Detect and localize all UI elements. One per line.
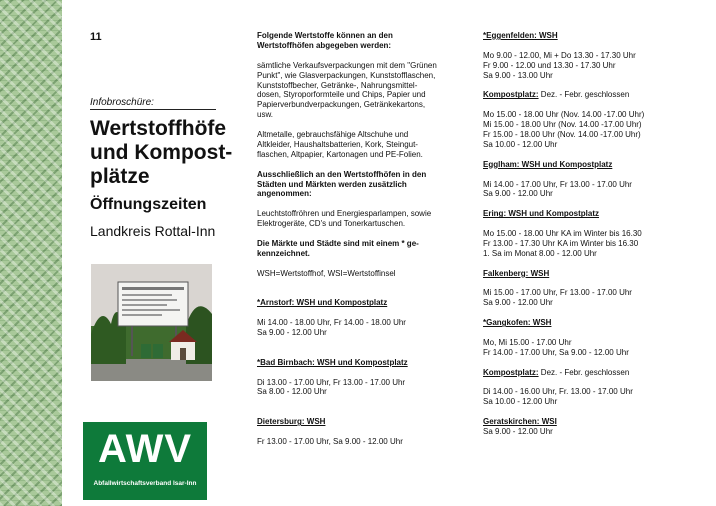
hours-line: Di 13.00 - 17.00 Uhr, Fr 13.00 - 17.00 Uhr xyxy=(257,377,406,387)
site-heading-eggenfelden: *Eggenfelden: WSH xyxy=(483,31,558,40)
hours-line: Sa 9.00 - 12.00 Uhr xyxy=(483,298,553,308)
hours-line: Sa 9.00 - 13.00 Uhr xyxy=(483,70,553,80)
site-heading-arnstorf: *Arnstorf: WSH und Kompostplatz xyxy=(257,298,388,308)
intro-line-1: Folgende Wertstoffe können an den xyxy=(257,31,393,40)
hours-line: Sa 9.00 - 12.00 Uhr xyxy=(483,427,553,437)
exclusive-heading-line: angenommen: xyxy=(257,189,312,199)
hours-line: Sa 8.00 - 12.00 Uhr xyxy=(257,387,327,397)
intro-line-2: Wertstoffhöfen abgegeben werden: xyxy=(257,40,392,50)
hours-line: Sa 9.00 - 12.00 Uhr xyxy=(257,328,327,338)
packaging-line: Papierverbundverpackungen, Getränkekartons, xyxy=(257,100,426,110)
site-heading-gangkofen: *Gangkofen: WSH xyxy=(483,318,552,328)
packaging-line: Kunststoffbecher, Getränke-, Nahrungsmittel- xyxy=(257,80,418,90)
logo-subtext: Abfallwirtschaftsverband Isar-Inn xyxy=(93,480,197,487)
hours-line: Mo, Mi 15.00 - 17.00 Uhr xyxy=(483,337,572,347)
hours-line: Fr 14.00 - 17.00 Uhr, Sa 9.00 - 12.00 Uhr xyxy=(483,347,629,357)
lamps-line: Elektrogeräte, CD's und Tonerkartuschen. xyxy=(257,219,406,229)
metals-line: Altmetalle, gebrauchsfähige Altschuhe und xyxy=(257,130,409,140)
decorative-green-strip xyxy=(0,0,62,506)
site-heading-bad-birnbach: *Bad Birnbach: WSH und Kompostplatz xyxy=(257,357,408,367)
packaging-line: sämtliche Verkaufsverpackungen mit dem "Grünen xyxy=(257,60,437,70)
metals-line: flaschen, Altpapier, Kartonagen und PE-Folien. xyxy=(257,149,423,159)
metals-line: Altkleider, Haushaltsbatterien, Kork, Steingut- xyxy=(257,139,418,149)
brochure-label: Infobroschüre: xyxy=(90,97,216,110)
page-title xyxy=(90,117,250,189)
packaging-line: usw. xyxy=(257,110,274,120)
site-heading-ering: Ering: WSH und Kompostplatz xyxy=(483,209,599,219)
compost-heading xyxy=(483,368,693,378)
hours-line: Mo 9.00 - 12.00, Mi + Do 13.30 - 17.30 Uhr xyxy=(483,50,636,60)
hours-line: Fr 13.00 - 17.30 Uhr KA im Winter bis 16.30 xyxy=(483,238,639,248)
title-line-3: plätze xyxy=(90,165,150,188)
photo-illustration xyxy=(91,264,212,381)
accepted-materials-column xyxy=(257,31,457,447)
hours-line: 1. Sa im Monat 8.00 - 12.00 Uhr xyxy=(483,248,597,258)
hours-line: Mi 14.00 - 18.00 Uhr, Fr 14.00 - 18.00 Uhr xyxy=(257,318,406,328)
abbreviation-legend: WSH=Wertstoffhof, WSI=Wertstoffinsel xyxy=(257,268,396,278)
hours-line: Mo 15.00 - 18.00 Uhr KA im Winter bis 16.30 xyxy=(483,229,642,239)
hours-line: Mi 14.00 - 17.00 Uhr, Fr 13.00 - 17.00 Uhr xyxy=(483,179,632,189)
hours-line: Mo 15.00 - 18.00 Uhr (Nov. 14.00 -17.00 Uhr) xyxy=(483,110,645,120)
hours-line: Sa 10.00 - 12.00 Uhr xyxy=(483,397,558,407)
hours-line: Fr 15.00 - 18.00 Uhr (Nov. 14.00 -17.00 Uhr) xyxy=(483,130,641,140)
hours-line: Fr 9.00 - 12.00 und 13.30 - 17.30 Uhr xyxy=(483,60,616,70)
page-number: 11 xyxy=(90,31,102,43)
compost-label: Kompostplatz: xyxy=(483,367,539,377)
exclusive-heading-line: Städten und Märkten werden zusätzlich xyxy=(257,179,407,189)
lamps-line: Leuchtstoffröhren und Energiesparlampen, sowie xyxy=(257,209,432,219)
marked-note-line: Die Märkte und Städte sind mit einem * ge- xyxy=(257,238,419,248)
packaging-line: dosen, Styroporformteile und Chips, Papier und xyxy=(257,90,426,100)
exclusive-heading-line: Ausschließlich an den Wertstoffhöfen in den xyxy=(257,169,427,179)
site-heading-egglham: Egglham: WSH und Kompostplatz xyxy=(483,159,613,169)
recycling-site-photo xyxy=(91,264,212,381)
site-heading-geratskirchen: Geratskirchen: WSI xyxy=(483,417,557,427)
marked-note-line: kennzeichnet. xyxy=(257,248,310,258)
hours-line: Di 14.00 - 16.00 Uhr, Fr. 13.00 - 17.00 Uhr xyxy=(483,387,633,397)
hours-line: Fr 13.00 - 17.00 Uhr, Sa 9.00 - 12.00 Uhr xyxy=(257,436,403,446)
site-heading-falkenberg: Falkenberg: WSH xyxy=(483,268,550,278)
compost-note: Dez. - Febr. geschlossen xyxy=(538,367,630,377)
site-heading-dietersburg: Dietersburg: WSH xyxy=(257,417,326,427)
hours-line: Sa 10.00 - 12.00 Uhr xyxy=(483,139,558,149)
title-line-1: Wertstoffhöfe xyxy=(90,117,227,140)
hours-line: Mi 15.00 - 18.00 Uhr (Nov. 14.00 -17.00 Uhr) xyxy=(483,120,642,130)
title-line-2: und Kompost- xyxy=(90,141,233,164)
compost-label: Kompostplatz: xyxy=(483,90,539,100)
page-subtitle: Öffnungszeiten xyxy=(90,196,207,213)
compost-heading xyxy=(483,90,693,100)
compost-note: Dez. - Febr. geschlossen xyxy=(538,90,630,100)
opening-hours-column xyxy=(483,31,693,437)
logo-text: AWV xyxy=(97,427,193,471)
hours-line: Mi 15.00 - 17.00 Uhr, Fr 13.00 - 17.00 Uhr xyxy=(483,288,632,298)
region-name: Landkreis Rottal-Inn xyxy=(90,223,216,239)
awv-logo xyxy=(83,422,207,500)
packaging-line: Punkt", wie Glasverpackungen, Kunststofflaschen, xyxy=(257,70,436,80)
hours-line: Sa 9.00 - 12.00 Uhr xyxy=(483,189,553,199)
